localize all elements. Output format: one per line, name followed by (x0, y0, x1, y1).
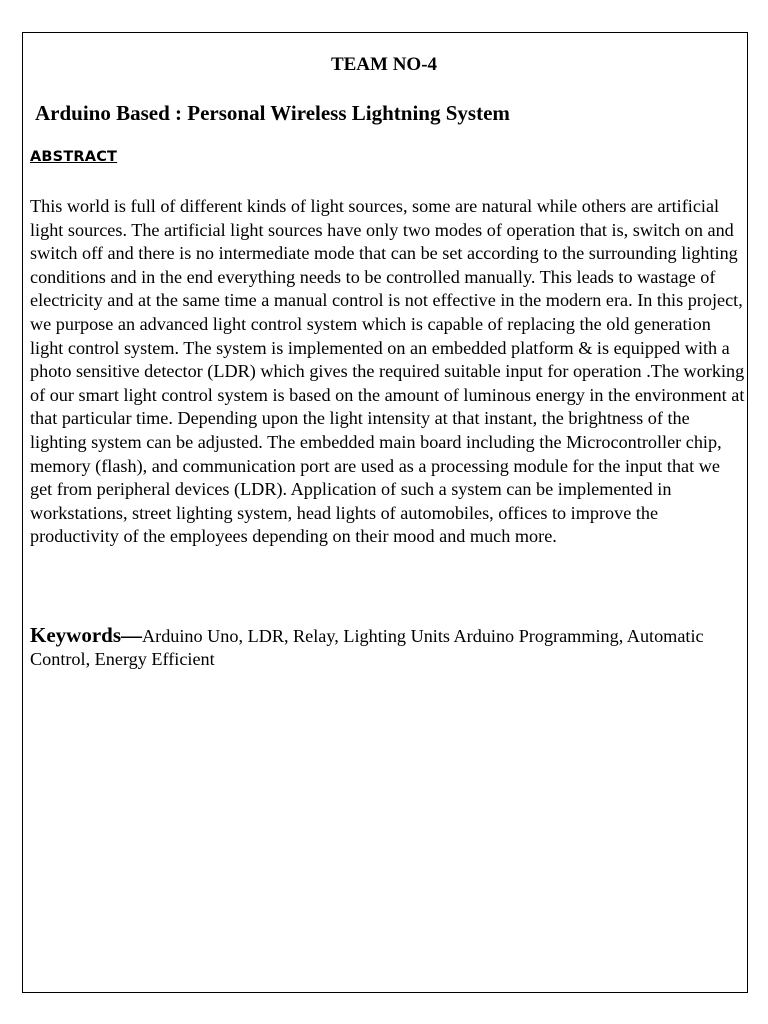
abstract-body: This world is full of different kinds of light sources, some are natural while others are artificial light sources. The artificial light sources have only two modes of operation that is, switch on and switch off and there is no intermediate mode that can be set according to the surrounding lighting conditions and in the end everything needs to be controlled manually. This leads to wastage of electricity and at the same time a manual control is not effective in the modern era. In this project, we purpose an advanced light control system which is capable of replacing the old generation light control system. The system is implemented on an embedded platform & is equipped with a photo sensitive detector (LDR) which gives the required suitable input for operation .The working of our smart light control system is based on the amount of luminous energy in the environment at that particular time. Depending upon the light intensity at that instant, the brightness of the lighting system can be adjusted. The embedded main board including the Microcontroller chip, memory (flash), and communication port are used as a processing module for the input that we get from peripheral devices (LDR). Application of such a system can be implemented in workstations, street lighting system, head lights of automobiles, offices to improve the productivity of the employees depending on their mood and much more. (30, 196, 745, 547)
keywords-label: Keywords— (30, 623, 142, 647)
abstract-heading: ABSTRACT (30, 149, 118, 165)
keywords-paragraph (30, 624, 746, 671)
keywords-text: Arduino Uno, LDR, Relay, Lighting Units Arduino Programming, Automatic Control, Energy Efficient (30, 626, 704, 669)
document-title: Arduino Based : Personal Wireless Lightning System (35, 101, 510, 125)
team-number: TEAM NO-4 (330, 54, 438, 75)
